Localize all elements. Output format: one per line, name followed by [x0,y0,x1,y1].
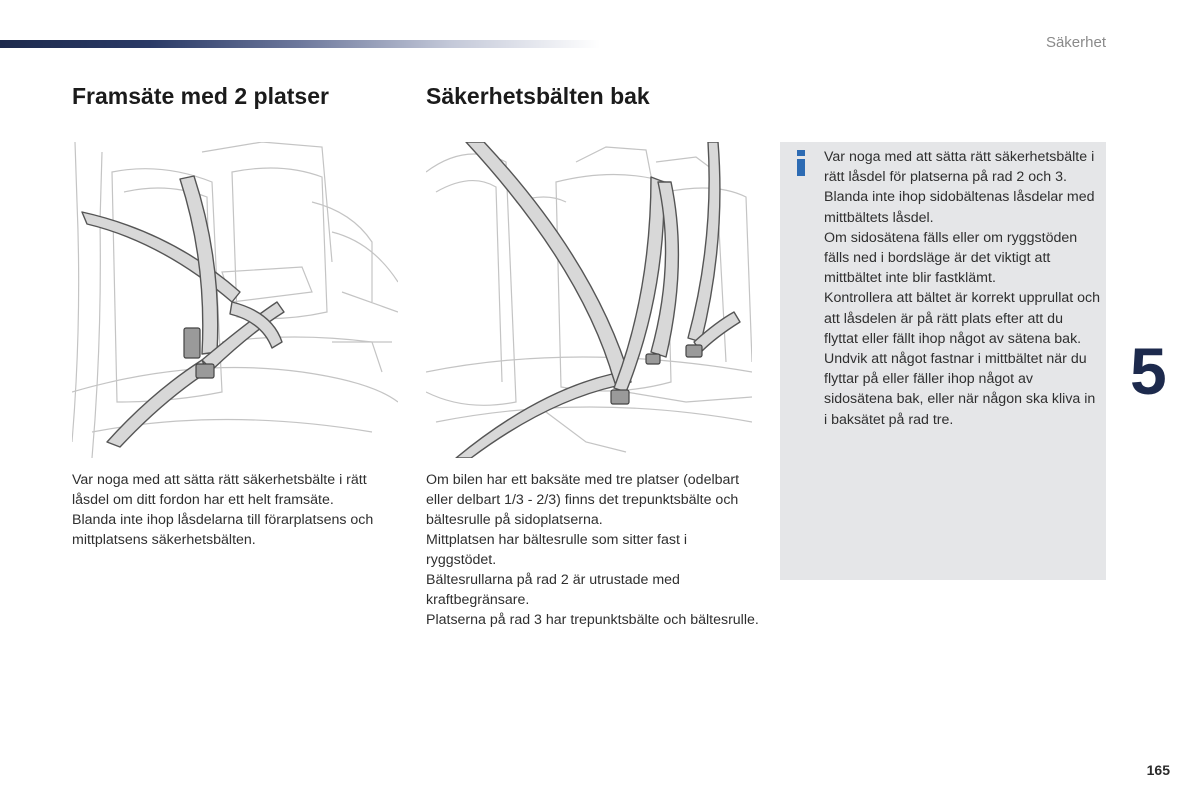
paragraph: Om bilen har ett baksäte med tre platser (odelbart eller delbart 1/3 - 2/3) finns det trepunktsbälte och bältesrulle på sidoplatserna. [426,472,740,528]
paragraph: Platserna på rad 3 har trepunktsbälte och bältesrulle. [426,612,759,628]
page-number: 165 [1146,762,1170,778]
heading-front-seat: Framsäte med 2 platser [72,83,329,109]
rear-seat-belt-illustration [426,142,752,458]
info-icon [795,150,807,176]
paragraph: Var noga med att sätta rätt säkerhetsbälte i rätt låsdel för platserna på rad 2 och 3. [824,149,1095,186]
paragraph: Undvik att något fastnar i mittbältet när du flyttar på eller fäller ihop något av sidosätena bak, eller när någon ska kliva in i baksätet på rad tre. [824,351,1096,428]
chapter-number: 5 [1130,334,1167,408]
paragraph: Mittplatsen har bältesrulle som sitter fast i ryggstödet. [426,532,687,568]
paragraph: Kontrollera att bältet är korrekt upprullat och att låsdelen är på rätt plats efter att du flyttat eller fällt ihop något av sätena bak. [824,290,1101,347]
paragraph: Bältesrullarna på rad 2 är utrustade med kraftbegränsare. [426,572,680,608]
front-seat-text [72,470,402,550]
section-title: Säkerhet [1045,34,1106,51]
paragraph: Blanda inte ihop låsdelarna till förarplatsens och mittplatsens säkerhetsbälten. [72,512,374,548]
paragraph: Blanda inte ihop sidobältenas låsdelar med mittbältets låsdel. [824,189,1095,226]
header-gradient-bar [0,40,600,48]
heading-rear-belts: Säkerhetsbälten bak [426,83,650,109]
rear-belts-text [426,470,761,630]
info-box [780,142,1106,580]
info-text [824,147,1100,430]
front-seat-belt-illustration [72,142,398,458]
paragraph: Om sidosätena fälls eller om ryggstöden fälls ned i bordsläge är det viktigt att mittbältet inte blir fastklämt. [824,229,1078,287]
paragraph: Var noga med att sätta rätt säkerhetsbälte i rätt låsdel om ditt fordon har ett helt framsäte. [72,472,367,508]
